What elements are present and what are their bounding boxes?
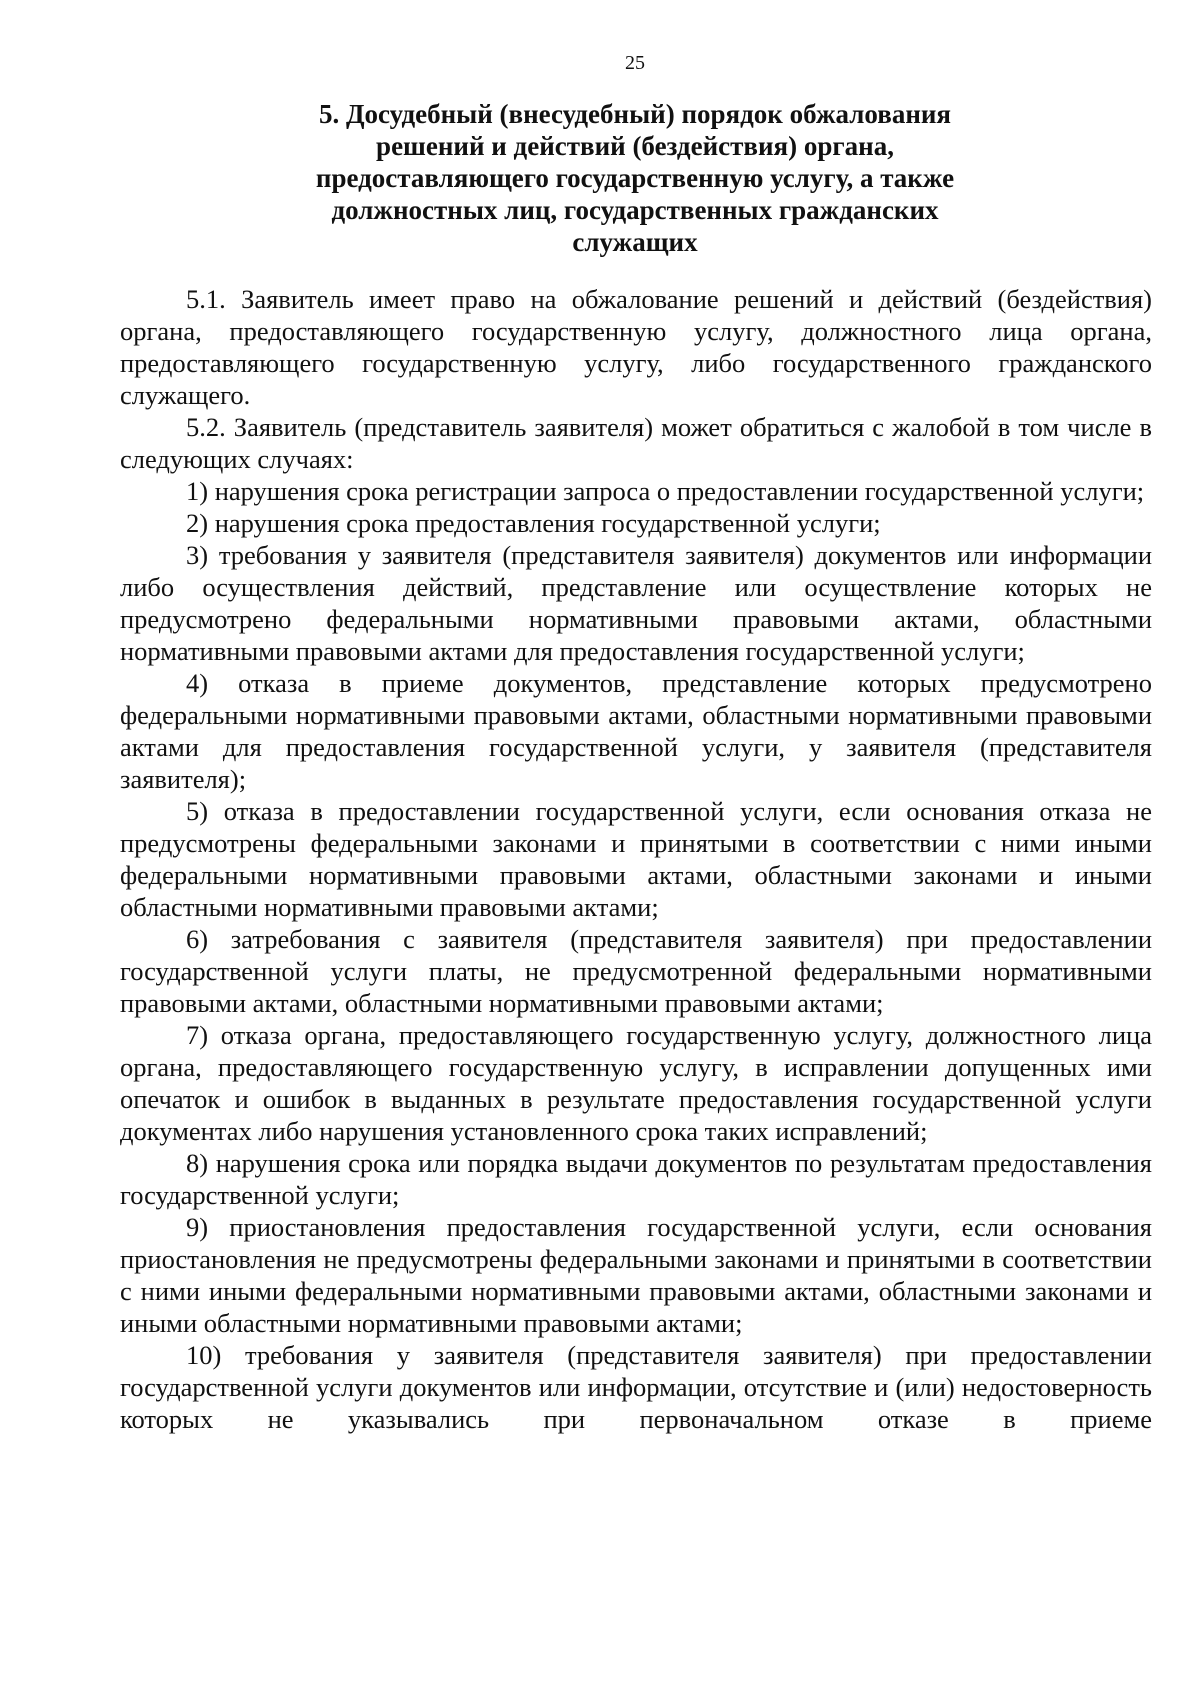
list-item-9: 9) приостановления предоставления государственной услуги, если основания приостановления не предусмотрены федеральными законами и принятыми в соответствии с ними иными федеральными нормативными правовыми актами, областными законами и иными областными нормативными правовыми актами; xyxy=(120,1212,1152,1338)
page-number: 25 xyxy=(625,52,645,74)
list-item-3: 3) требования у заявителя (представителя заявителя) документов или информации либо осуществления действий, представление или осуществление которых не предусмотрено федеральными нормативными правовыми актами, областными нормативными правовыми актами для предоставления государственной услуги; xyxy=(120,540,1152,666)
list-item-2: 2) нарушения срока предоставления государственной услуги; xyxy=(186,508,881,538)
paragraph-5-2: 5.2. Заявитель (представитель заявителя) может обратиться с жалобой в том числе в следующих случаях: xyxy=(120,412,1152,474)
document-body xyxy=(120,283,1152,1435)
list-item-10: 10) требования у заявителя (представителя заявителя) при предоставлении государственной услуги документов или информации, отсутствие и (или) недостоверность которых не указывались при первоначальном отказе в приеме xyxy=(120,1340,1152,1434)
section-heading xyxy=(190,98,1080,258)
list-item-5: 5) отказа в предоставлении государственной услуги, если основания отказа не предусмотрены федеральными законами и принятыми в соответствии с ними иными федеральными нормативными правовыми актами, областными законами и иными областными нормативными правовыми актами; xyxy=(120,796,1152,922)
paragraph-5-1: 5.1. Заявитель имеет право на обжалование решений и действий (бездействия) органа, предоставляющего государственную услугу, должностного лица органа, предоставляющего государственную услугу, либо государственного гражданского служащего. xyxy=(120,284,1152,410)
list-item-7: 7) отказа органа, предоставляющего государственную услугу, должностного лица органа, предоставляющего государственную услугу, в исправлении допущенных ими опечаток и ошибок в выданных в результате предоставления государственной услуги документах либо нарушения установленного срока таких исправлений; xyxy=(120,1020,1152,1146)
list-item-6: 6) затребования с заявителя (представителя заявителя) при предоставлении государственной услуги платы, не предусмотренной федеральными нормативными правовыми актами, областными нормативными правовыми актами; xyxy=(120,924,1152,1018)
list-item-1: 1) нарушения срока регистрации запроса о предоставлении государственной услуги; xyxy=(186,476,1145,506)
heading-line: предоставляющего государственную услугу, а также xyxy=(315,163,955,193)
heading-line: 5. Досудебный (внесудебный) порядок обжалования xyxy=(318,99,952,129)
heading-line: служащих xyxy=(572,227,698,257)
heading-line: решений и действий (бездействия) органа, xyxy=(376,131,894,161)
list-item-8: 8) нарушения срока или порядка выдачи документов по результатам предоставления государственной услуги; xyxy=(120,1148,1152,1210)
heading-line: должностных лиц, государственных гражданских xyxy=(331,195,939,225)
list-item-4: 4) отказа в приеме документов, представление которых предусмотрено федеральными нормативными правовыми актами, областными нормативными правовыми актами для предоставления государственной услуги, у заявителя (представителя заявителя); xyxy=(120,668,1152,794)
